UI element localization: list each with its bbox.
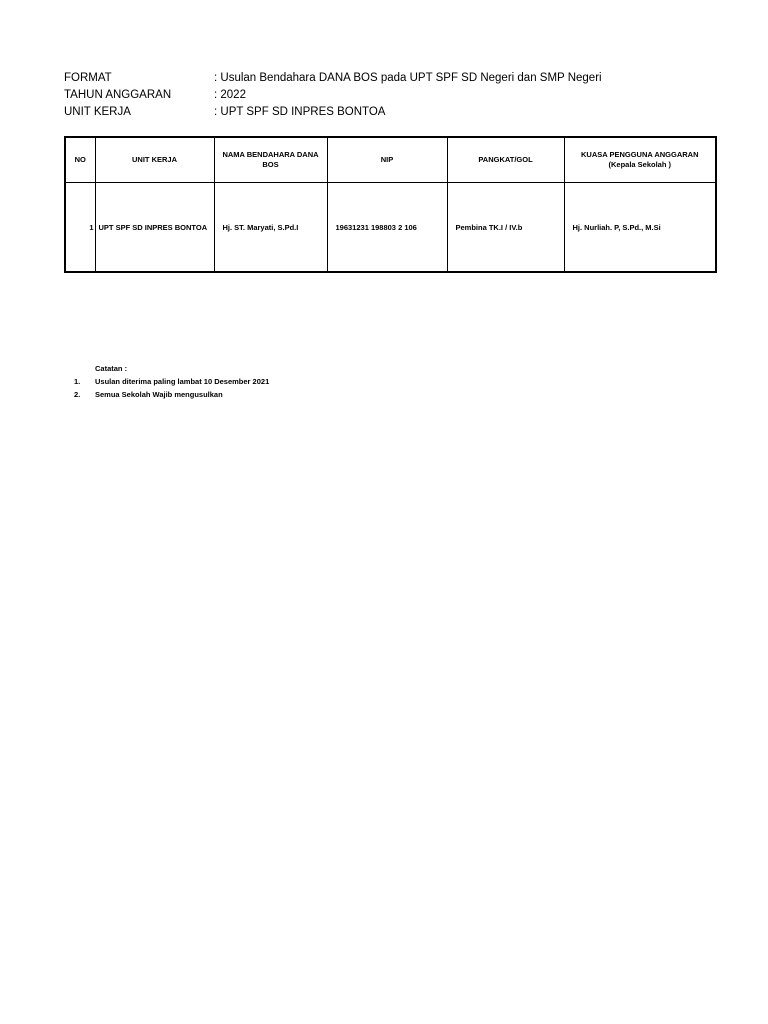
note-item — [74, 388, 269, 401]
note-number: 2. — [74, 390, 81, 399]
header-kuasa-line-1: KUASA PENGGUNA ANGGARAN — [580, 150, 699, 159]
note-text: Semua Sekolah Wajib mengusulkan — [95, 390, 223, 399]
header-unit-kerja: UNIT KERJA — [95, 137, 214, 183]
note-text: Usulan diterima paling lambat 10 Desember 2021 — [95, 377, 270, 386]
cell-nama-bendahara: Hj. ST. Maryati, S.Pd.I — [214, 183, 327, 273]
bendahara-table-wrap — [64, 136, 717, 273]
catatan-title: Catatan : — [95, 364, 128, 373]
unit-kerja-label: UNIT KERJA — [64, 106, 131, 118]
header-kuasa-pengguna-anggaran — [564, 137, 716, 183]
header-nip: NIP — [327, 137, 447, 183]
cell-nip: 19631231 198803 2 106 — [327, 183, 447, 273]
table-row — [65, 183, 716, 273]
cell-unit-kerja: UPT SPF SD INPRES BONTOA — [95, 183, 214, 273]
cell-pangkat-gol: Pembina TK.I / IV.b — [447, 183, 564, 273]
unit-kerja-row — [64, 104, 724, 121]
note-number: 1. — [74, 377, 81, 386]
document-header — [64, 70, 724, 121]
format-value: : Usulan Bendahara DANA BOS pada UPT SPF SD Negeri dan SMP Negeri — [214, 72, 602, 84]
header-kuasa-line-2: (Kepala Sekolah ) — [608, 160, 672, 169]
catatan-notes — [74, 362, 269, 401]
tahun-anggaran-label: TAHUN ANGGARAN — [64, 89, 172, 101]
table-header-row — [65, 137, 716, 183]
format-label: FORMAT — [64, 72, 112, 84]
unit-kerja-value: : UPT SPF SD INPRES BONTOA — [214, 106, 386, 118]
tahun-anggaran-value: : 2022 — [214, 89, 246, 101]
cell-no: 1 — [65, 183, 95, 273]
header-pangkat-gol: PANGKAT/GOL — [447, 137, 564, 183]
cell-kuasa-pengguna-anggaran: Hj. Nurliah. P, S.Pd., M.Si — [564, 183, 716, 273]
format-row — [64, 70, 724, 87]
header-no: NO — [65, 137, 95, 183]
tahun-anggaran-row — [64, 87, 724, 104]
header-nama-bendahara: NAMA BENDAHARA DANA BOS — [214, 137, 327, 183]
note-item — [74, 375, 269, 388]
bendahara-table — [64, 136, 717, 273]
